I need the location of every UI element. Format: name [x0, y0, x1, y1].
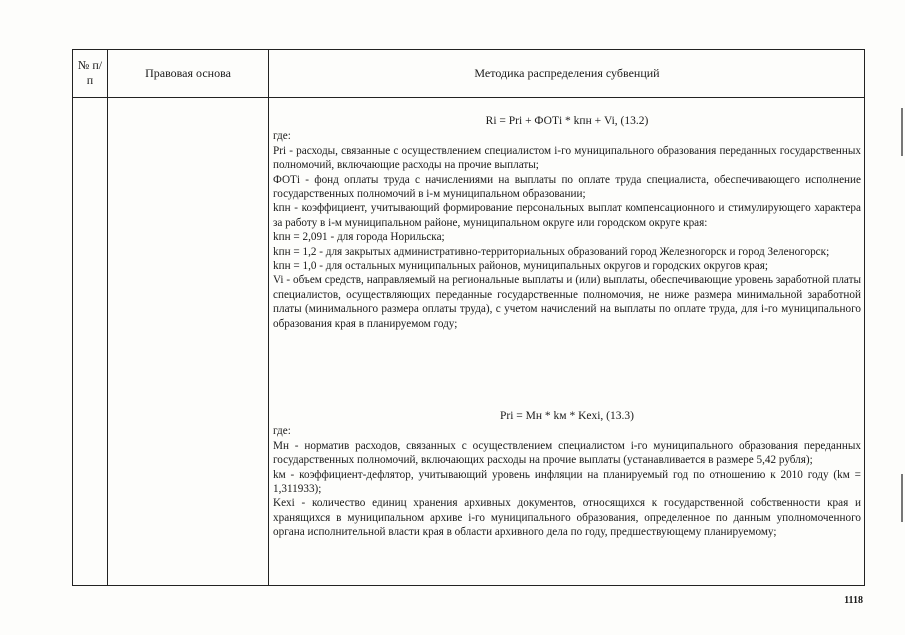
scan-edge-mark [901, 474, 903, 522]
method-section-13-2 [273, 114, 861, 331]
table-right-border [864, 49, 865, 586]
paragraph: kпн = 1,2 - для закрытых административно-территориальных образований город Железногорск и город Зеленогорск; [273, 245, 830, 258]
col-divider-1 [107, 49, 108, 586]
paragraph: Pri - расходы, связанные с осуществлением специалистом i-го муниципального образования переданных государственных полномочий, включающие расходы на прочие выплаты; [273, 144, 861, 172]
paragraph: где: [273, 425, 291, 438]
formula-13-3: Pri = Мн * kм * Kexi, (13.3) [500, 410, 634, 422]
paragraph: Vi - объем средств, направляемый на региональные выплаты и (или) выплаты, обеспечивающие уровень заработной платы специалистов, осуществляющих переданные государственные полномочия, не ниже размера минимальной заработной платы (минимального размера оплаты труда), с учетом начислений на выплаты по оплате труда, для i-го муниципального образования края в планируемом году; [273, 274, 861, 330]
header-bottom-border [72, 97, 865, 98]
header-col-legal-basis: Правовая основа [145, 66, 231, 80]
formula-13-2: Ri = Pri + ФОТi * kпн + Vi, (13.2) [485, 115, 649, 127]
paragraph: ФОТi - фонд оплаты труда с начислениями на выплаты по оплате труда специалиста, обеспечивающего исполнение государственных полномочий в i-м муниципальном образовании; [273, 173, 861, 201]
table-top-border [72, 49, 865, 50]
paragraph: Kexi - количество единиц хранения архивных документов, относящихся к государственной собственности края и хранящихся в муниципальном архиве i-го муниципального образования, определенное по данным уполномоченного органа исполнительной власти края в области архивного дела по году, предшествующему планируемому; [273, 497, 861, 539]
paragraph: kм - коэффициент-дефлятор, учитывающий уровень инфляции на планируемый год по отношению к 2010 году (kм = 1,311933); [273, 468, 861, 496]
paragraph: где: [273, 130, 291, 143]
table-bottom-border [72, 585, 865, 586]
header-col-number: № п/п [77, 58, 103, 87]
scan-edge-mark [901, 108, 903, 156]
paragraph: Мн - норматив расходов, связанных с осуществлением специалистом i-го муниципального образования переданных государственных полномочий, включающих расходы на прочие выплаты (устанавливается в размере 5,42 рубля); [273, 439, 861, 467]
col-divider-2 [268, 49, 269, 586]
table-left-border [72, 49, 73, 586]
paragraph: kпн - коэффициент, учитывающий формирование персональных выплат компенсационного и стимулирующего характера за работу в i-м муниципальном районе, муниципальном округе или городском округе края: [273, 202, 861, 229]
page-number: 1118 [844, 595, 863, 606]
header-col-method: Методика распределения субвенций [474, 66, 660, 80]
method-section-13-3 [273, 409, 861, 540]
paragraph: kпн = 2,091 - для города Норильска; [273, 231, 445, 244]
paragraph: kпн = 1,0 - для остальных муниципальных районов, муниципальных округов и городских округов края; [273, 260, 768, 273]
